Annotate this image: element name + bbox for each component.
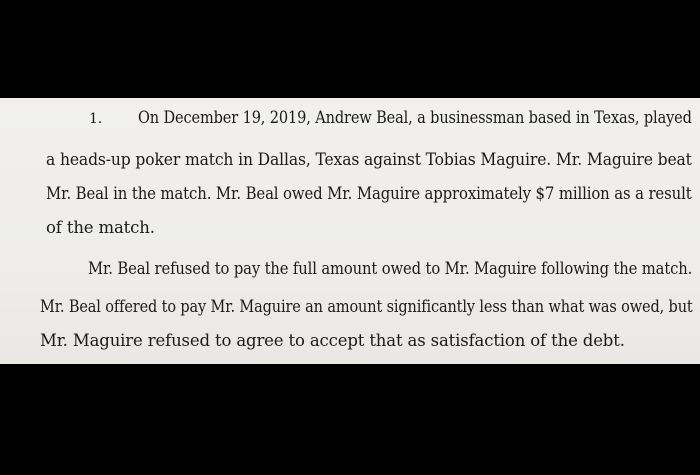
document-page (0, 98, 700, 364)
paragraph-1-line-1: On December 19, 2019, Andrew Beal, a businessman based in Texas, played (138, 108, 692, 127)
paragraph-number: 1. (89, 111, 103, 127)
paragraph-1-line-2: a heads-up poker match in Dallas, Texas against Tobias Maguire. Mr. Maguire beat (46, 150, 692, 169)
paragraph-2-line-1: Mr. Beal refused to pay the full amount owed to Mr. Maguire following the match. (88, 259, 693, 278)
paragraph-2-line-3: Mr. Maguire refused to agree to accept that as satisfaction of the debt. (40, 331, 625, 350)
paragraph-1-line-4: of the match. (46, 218, 155, 237)
paragraph-2-line-2: Mr. Beal offered to pay Mr. Maguire an amount significantly less than what was owed, but (40, 297, 693, 316)
paragraph-1-line-3: Mr. Beal in the match. Mr. Beal owed Mr. Maguire approximately $7 million as a result (46, 184, 692, 203)
